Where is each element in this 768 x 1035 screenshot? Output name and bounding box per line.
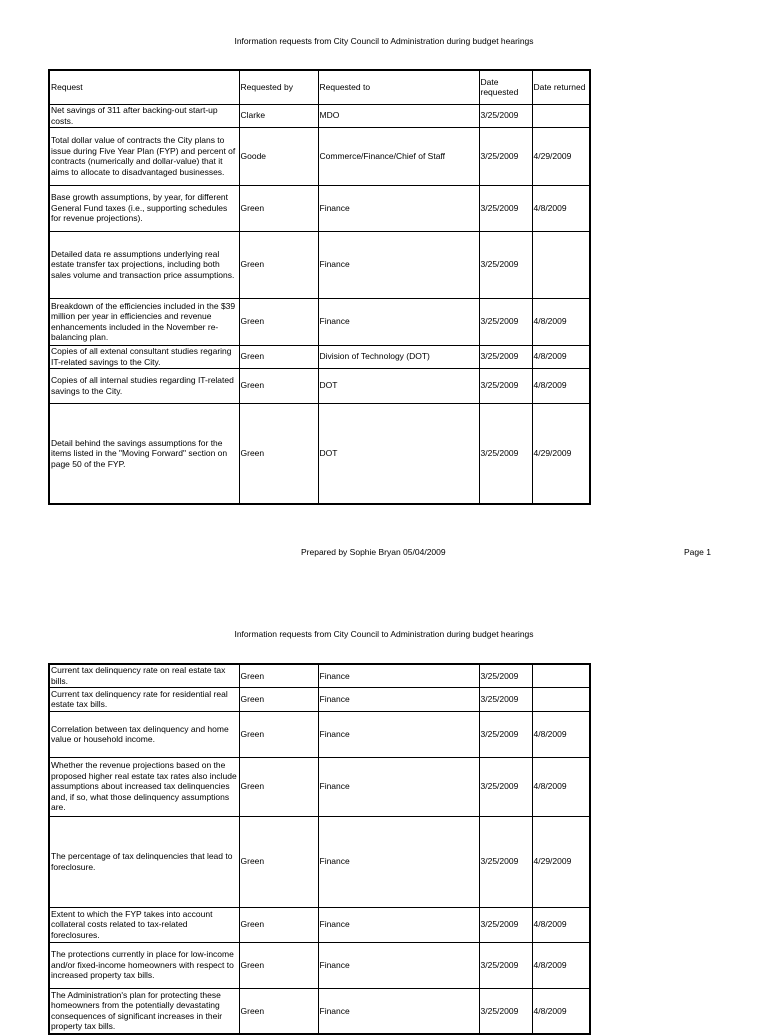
- cell-date-returned: 4/8/2009: [532, 942, 590, 988]
- cell-requested-by: Clarke: [239, 104, 318, 127]
- cell-date-requested: 3/25/2009: [479, 368, 532, 403]
- cell-request: Detailed data re assumptions underlying real estate transfer tax projections, including both sales volume and transaction price assumptions.: [49, 231, 239, 298]
- prepared-by-footer: Prepared by Sophie Bryan 05/04/2009: [301, 547, 446, 557]
- cell-requested-to: Finance: [318, 298, 479, 345]
- table-row: [49, 298, 590, 345]
- cell-requested-to: Finance: [318, 757, 479, 816]
- cell-request: Current tax delinquency rate for residential real estate tax bills.: [49, 687, 239, 711]
- cell-request: Net savings of 311 after backing-out start-up costs.: [49, 104, 239, 127]
- table-row: [49, 185, 590, 231]
- requests-table: [48, 69, 591, 505]
- cell-requested-to: Commerce/Finance/Chief of Staff: [318, 127, 479, 185]
- cell-request: Copies of all extenal consultant studies regaring IT-related savings to the City.: [49, 345, 239, 368]
- cell-request: The protections currently in place for low-income and/or fixed-income homeowners with respect to increased property tax bills.: [49, 942, 239, 988]
- cell-requested-by: Green: [239, 345, 318, 368]
- cell-date-requested: 3/25/2009: [479, 757, 532, 816]
- table-row: [49, 711, 590, 757]
- table-row: [49, 345, 590, 368]
- cell-requested-to: Finance: [318, 942, 479, 988]
- cell-requested-to: DOT: [318, 403, 479, 504]
- table-row: [49, 368, 590, 403]
- cell-request: Whether the revenue projections based on the proposed higher real estate tax rates also include assumptions about increased tax delinquencies and, if so, what those delinquency assumptions are.: [49, 757, 239, 816]
- cell-date-returned: 4/8/2009: [532, 988, 590, 1034]
- cell-requested-to: Finance: [318, 231, 479, 298]
- cell-requested-by: Green: [239, 403, 318, 504]
- cell-date-returned: 4/8/2009: [532, 907, 590, 942]
- cell-date-returned: [532, 664, 590, 687]
- header-requested-by: Requested by: [239, 70, 318, 104]
- page-number: Page 1: [684, 547, 711, 557]
- cell-date-requested: 3/25/2009: [479, 231, 532, 298]
- cell-requested-to: Finance: [318, 711, 479, 757]
- cell-date-returned: 4/8/2009: [532, 345, 590, 368]
- page-title: Information requests from City Council to Administration during budget hearings: [234, 36, 534, 46]
- cell-requested-by: Green: [239, 687, 318, 711]
- cell-request: The percentage of tax delinquencies that lead to foreclosure.: [49, 816, 239, 907]
- table-row: [49, 231, 590, 298]
- cell-date-requested: 3/25/2009: [479, 907, 532, 942]
- cell-date-returned: 4/29/2009: [532, 127, 590, 185]
- cell-request: Detail behind the savings assumptions for the items listed in the "Moving Forward" section on page 50 of the FYP.: [49, 403, 239, 504]
- cell-requested-to: Finance: [318, 687, 479, 711]
- cell-date-returned: [532, 231, 590, 298]
- table-row: [49, 127, 590, 185]
- cell-requested-by: Green: [239, 942, 318, 988]
- table-row: [49, 757, 590, 816]
- cell-requested-to: Division of Technology (DOT): [318, 345, 479, 368]
- cell-requested-by: Green: [239, 907, 318, 942]
- cell-date-returned: [532, 104, 590, 127]
- header-requested-to: Requested to: [318, 70, 479, 104]
- header-date-returned: Date returned: [532, 70, 590, 104]
- header-date-requested: Date requested: [479, 70, 532, 104]
- table-row: [49, 816, 590, 907]
- table-row: [49, 687, 590, 711]
- cell-date-returned: 4/8/2009: [532, 185, 590, 231]
- page-title: Information requests from City Council to Administration during budget hearings: [234, 629, 534, 639]
- cell-request: Base growth assumptions, by year, for different General Fund taxes (i.e., supporting schedules for revenue projections).: [49, 185, 239, 231]
- cell-requested-by: Green: [239, 298, 318, 345]
- cell-request: Breakdown of the efficiencies included in the $39 million per year in efficiencies and revenue enhancements included in the November re-balancing plan.: [49, 298, 239, 345]
- cell-date-returned: 4/8/2009: [532, 757, 590, 816]
- cell-date-returned: 4/8/2009: [532, 368, 590, 403]
- cell-requested-to: Finance: [318, 988, 479, 1034]
- cell-date-requested: 3/25/2009: [479, 345, 532, 368]
- table-header-row: [49, 70, 590, 104]
- cell-request: Total dollar value of contracts the City plans to issue during Five Year Plan (FYP) and percent of contracts (numerically and dollar-value) that it aims to allocate to disadvantaged businesses.: [49, 127, 239, 185]
- cell-date-requested: 3/25/2009: [479, 942, 532, 988]
- cell-date-requested: 3/25/2009: [479, 298, 532, 345]
- cell-requested-by: Green: [239, 711, 318, 757]
- table-row: [49, 664, 590, 687]
- cell-request: Extent to which the FYP takes into account collateral costs related to tax-related foreclosures.: [49, 907, 239, 942]
- table-row: [49, 942, 590, 988]
- cell-requested-to: Finance: [318, 664, 479, 687]
- cell-request: Copies of all internal studies regarding IT-related savings to the City.: [49, 368, 239, 403]
- cell-request: Correlation between tax delinquency and home value or household income.: [49, 711, 239, 757]
- cell-date-returned: 4/29/2009: [532, 816, 590, 907]
- cell-requested-by: Green: [239, 231, 318, 298]
- table-row: [49, 988, 590, 1034]
- cell-requested-by: Green: [239, 757, 318, 816]
- cell-date-returned: 4/29/2009: [532, 403, 590, 504]
- cell-date-returned: [532, 687, 590, 711]
- cell-requested-to: MDO: [318, 104, 479, 127]
- table-row: [49, 907, 590, 942]
- table-row: [49, 403, 590, 504]
- cell-date-requested: 3/25/2009: [479, 687, 532, 711]
- header-request: Request: [49, 70, 239, 104]
- cell-requested-to: Finance: [318, 816, 479, 907]
- cell-date-requested: 3/25/2009: [479, 104, 532, 127]
- requests-table-continued: [48, 663, 591, 1035]
- cell-date-requested: 3/25/2009: [479, 185, 532, 231]
- cell-requested-by: Green: [239, 816, 318, 907]
- cell-requested-by: Goode: [239, 127, 318, 185]
- table-row: [49, 104, 590, 127]
- cell-date-returned: 4/8/2009: [532, 298, 590, 345]
- cell-date-requested: 3/25/2009: [479, 664, 532, 687]
- cell-date-requested: 3/25/2009: [479, 816, 532, 907]
- cell-request: Current tax delinquency rate on real estate tax bills.: [49, 664, 239, 687]
- cell-date-returned: 4/8/2009: [532, 711, 590, 757]
- cell-requested-to: Finance: [318, 907, 479, 942]
- cell-date-requested: 3/25/2009: [479, 127, 532, 185]
- cell-date-requested: 3/25/2009: [479, 403, 532, 504]
- cell-requested-to: DOT: [318, 368, 479, 403]
- cell-requested-by: Green: [239, 988, 318, 1034]
- cell-requested-by: Green: [239, 185, 318, 231]
- cell-requested-by: Green: [239, 664, 318, 687]
- cell-requested-by: Green: [239, 368, 318, 403]
- cell-date-requested: 3/25/2009: [479, 988, 532, 1034]
- cell-request: The Administration's plan for protecting these homeowners from the potentially devastating consequences of significant increases in their property tax bills.: [49, 988, 239, 1034]
- cell-date-requested: 3/25/2009: [479, 711, 532, 757]
- cell-requested-to: Finance: [318, 185, 479, 231]
